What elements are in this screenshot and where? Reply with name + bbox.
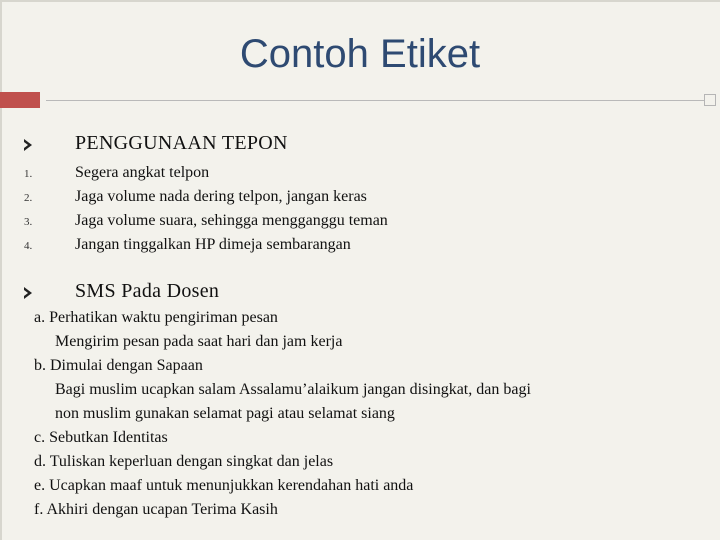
title-divider-right — [46, 100, 706, 101]
slide-title: Contoh Etiket — [239, 32, 481, 76]
sms-point-detail: Mengirim pesan pada saat hari dan jam kerja — [55, 333, 343, 350]
arrow-bullet-icon — [24, 139, 32, 151]
accent-block — [0, 92, 40, 108]
sms-point-line: b. Dimulai dengan Sapaan — [34, 357, 203, 374]
arrow-bullet-icon — [24, 287, 32, 299]
sms-point-line: f. Akhiri dengan ucapan Terima Kasih — [34, 501, 278, 518]
list-item-text: Jaga volume suara, sehingga mengganggu teman — [75, 212, 388, 229]
sms-point-line: c. Sebutkan Identitas — [34, 429, 168, 446]
frame-left-border — [0, 0, 2, 540]
list-item-text: Segera angkat telpon — [75, 164, 210, 181]
sms-point-detail: non muslim gunakan selamat pagi atau selamat siang — [55, 405, 395, 422]
list-item-number: 2. — [24, 192, 33, 204]
list-item-number: 3. — [24, 216, 33, 228]
accent-box-outline — [704, 94, 716, 106]
list-item-text: Jaga volume nada dering telpon, jangan keras — [75, 188, 367, 205]
list-item-text: Jangan tinggalkan HP dimeja sembarangan — [75, 236, 351, 253]
sms-point-detail: Bagi muslim ucapkan salam Assalamu’alaikum jangan disingkat, dan bagi — [55, 381, 531, 398]
sms-point-line: d. Tuliskan keperluan dengan singkat dan jelas — [34, 453, 334, 470]
frame-top-border — [0, 0, 720, 2]
list-item-number: 4. — [24, 240, 33, 252]
sms-point-line: a. Perhatikan waktu pengiriman pesan — [34, 309, 278, 326]
section-heading-sms-pada-dosen: SMS Pada Dosen — [75, 280, 220, 302]
sms-point-line: e. Ucapkan maaf untuk menunjukkan kerendahan hati anda — [34, 477, 414, 494]
list-item-number: 1. — [24, 168, 33, 180]
section-heading-penggunaan-tepon: PENGGUNAAN TEPON — [75, 132, 288, 154]
